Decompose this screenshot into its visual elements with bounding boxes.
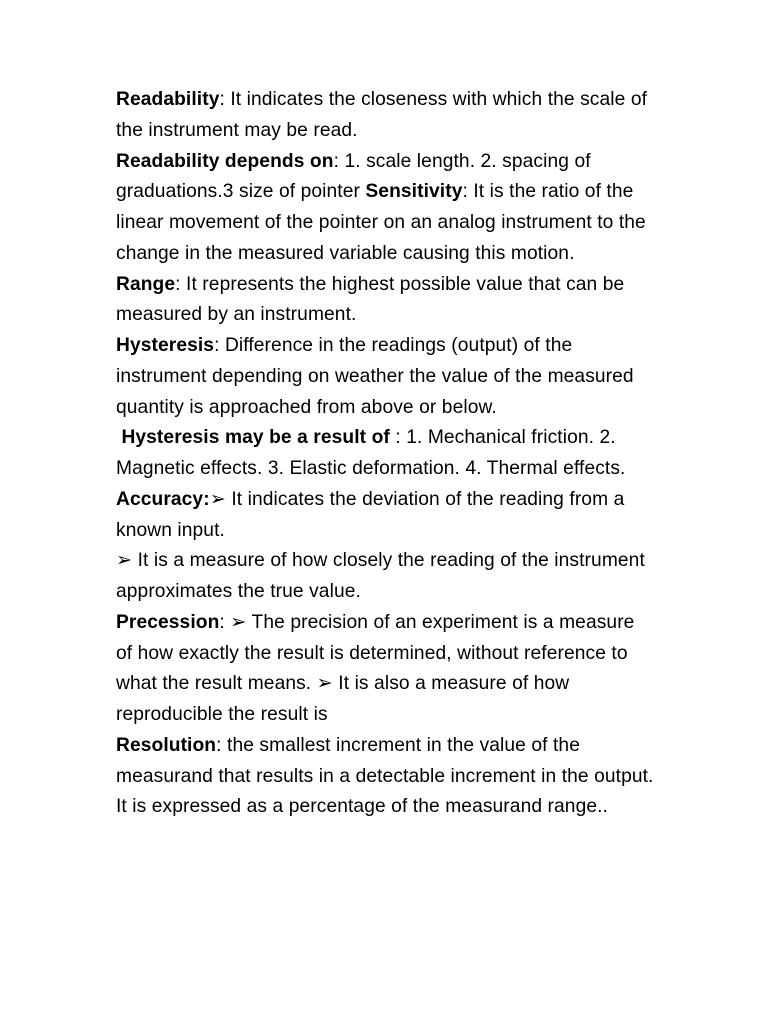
separator: :: [219, 89, 231, 110]
definition-accuracy-point: ➢ It is a measure of how closely the reading of the instrument approximates the true value.: [116, 550, 645, 602]
definition-range: It represents the highest possible value that can be measured by an instrument.: [116, 273, 625, 326]
term-sensitivity: Sensitivity: [365, 181, 463, 203]
paragraph-range: [116, 270, 656, 332]
separator: :: [219, 611, 231, 633]
term-precession: Precession: [116, 611, 220, 633]
definition-resolution: the smallest increment in the value of the measurand that results in a detectable increment in the output. It is expressed as a percentage of the measurand range..: [116, 734, 654, 818]
definition-accuracy: It indicates the deviation of the reading from a known input.: [116, 488, 625, 541]
term-range: Range: [116, 273, 176, 295]
paragraph-hysteresis-causes: [116, 423, 656, 485]
term-readability: Readability: [116, 89, 220, 110]
paragraph-resolution: [116, 731, 656, 823]
bullet-arrow: ➢: [209, 488, 232, 510]
term-readability-depends-on: Readability depends on: [116, 150, 334, 172]
term-accuracy: Accuracy:: [116, 488, 210, 510]
document-body: [116, 85, 656, 823]
paragraph-accuracy-point: [116, 546, 656, 608]
paragraph-hysteresis: [116, 331, 656, 423]
paragraph-readability-depends: [116, 147, 656, 270]
separator: :: [175, 273, 187, 295]
separator: :: [214, 335, 225, 356]
separator: :: [333, 150, 345, 172]
paragraph-precession: [116, 608, 656, 731]
definition-readability-depends-on: 1. scale length. 2. spacing of graduations.3 size of pointer: [116, 150, 591, 203]
paragraph-accuracy: [116, 485, 656, 547]
separator: :: [216, 734, 228, 756]
separator: :: [462, 181, 474, 203]
definition-precession: ➢ The precision of an experiment is a measure of how exactly the result is determined, without reference to what the result means. ➢ It is also a measure of how reproducible the result is: [116, 611, 635, 725]
term-hysteresis-result-of: Hysteresis may be a result of: [121, 427, 390, 449]
paragraph-readability: [116, 85, 656, 147]
definition-hysteresis-causes: 1. Mechanical friction. 2. Magnetic effects. 3. Elastic deformation. 4. Thermal effects.: [116, 427, 626, 479]
term-resolution: Resolution: [116, 734, 217, 756]
definition-readability: It indicates the closeness with which the scale of the instrument may be read.: [116, 89, 648, 141]
term-hysteresis: Hysteresis: [116, 335, 215, 356]
definition-sensitivity: It is the ratio of the linear movement of the pointer on an analog instrument to the change in the measured variable causing this motion.: [116, 181, 646, 264]
definition-hysteresis: Difference in the readings (output) of the instrument depending on weather the value of the measured quantity is approached from above or below.: [116, 335, 634, 418]
separator: :: [389, 427, 407, 449]
